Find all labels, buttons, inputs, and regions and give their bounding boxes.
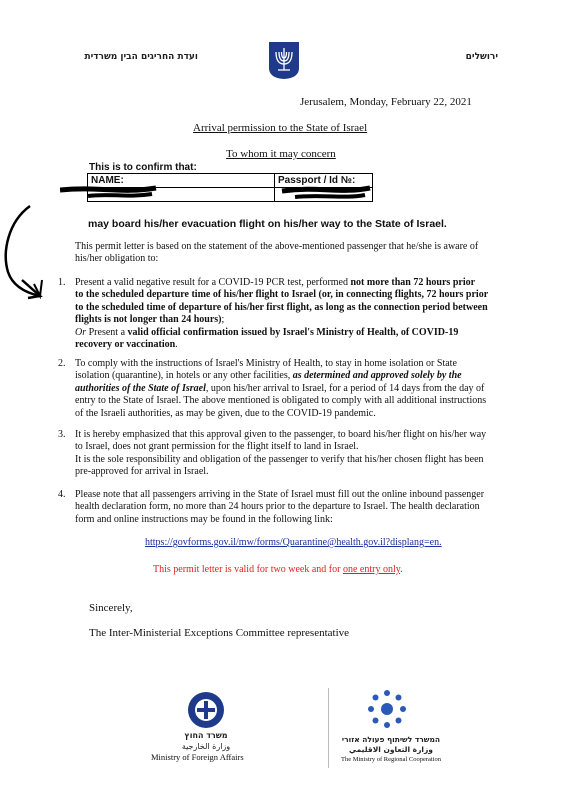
list-item-line — [75, 289, 488, 301]
list-item-line — [75, 277, 475, 289]
confirm-line: This is to confirm that: — [89, 162, 197, 173]
list-item-line — [75, 501, 480, 513]
validity-suffix: . — [400, 564, 403, 575]
handdrawn-arrow-icon — [0, 202, 50, 302]
quarantine-form-link[interactable]: https://govforms.gov.il/mw/forms/Quarantine@health.gov.il?displang=en. — [145, 537, 442, 548]
mfa-arabic-name: وزارة الخارجية — [181, 742, 231, 751]
text-segment: flights is not longer than 24 hours) — [75, 314, 222, 326]
mfa-hebrew-name: משרד החוץ — [184, 731, 228, 740]
intro-line-1: This permit letter is based on the statement of the above-mentioned passenger that he/she is aware of — [75, 241, 479, 252]
text-segment: authorities of the State of Israel — [75, 382, 206, 394]
footer-divider — [328, 688, 329, 768]
text-segment: It is hereby emphasized that this approval given to the passenger, to board his/her flight on his/her way — [75, 429, 487, 440]
redaction-scribble — [60, 176, 380, 206]
text-segment: Or — [75, 326, 87, 338]
text-segment: ; — [221, 314, 225, 326]
regional-cooperation-logo-icon — [366, 688, 408, 730]
text-segment: . — [175, 339, 178, 350]
text-segment: pre-approved for arrival in Israel. — [75, 466, 209, 478]
text-segment: isolation (quarantine), in hotels or any other facilities, — [75, 370, 293, 382]
text-segment: Please note that all passengers arriving in the State of Israel must fill out the online inbound passenger — [75, 489, 485, 500]
list-item-line — [75, 339, 178, 351]
list-item-number: 1. — [58, 277, 66, 288]
text-segment: not more than 72 hours prior — [350, 277, 476, 288]
date-line: Jerusalem, Monday, February 22, 2021 — [300, 96, 472, 108]
text-segment: to Israel, does not grant permission for the flight itself to land in Israel. — [75, 441, 359, 453]
list-item-line — [75, 358, 457, 370]
may-board-statement: may board his/her evacuation flight on his/her way to the State of Israel. — [88, 218, 447, 230]
validity-prefix: This permit letter is valid for two week and for — [153, 564, 343, 575]
mrc-arabic-name: وزارة التعاون الاقليمي — [349, 745, 433, 754]
header-right-hebrew: ירושלים — [465, 52, 498, 62]
list-item-line — [75, 489, 484, 501]
list-item-line — [75, 395, 486, 407]
closing-sincerely: Sincerely, — [89, 602, 133, 614]
text-segment: To comply with the instructions of Israel's Ministry of Health, to stay in home isolation or State — [75, 358, 457, 369]
to-whom-line: To whom it may concern — [226, 148, 336, 160]
text-segment: health declaration form, no more than 24 hours prior to the departure to Israel. The health declaration — [75, 501, 480, 513]
list-item-line — [75, 466, 209, 478]
list-item-line — [75, 370, 462, 382]
list-item-line — [75, 327, 458, 339]
text-segment: recovery or vaccination — [75, 339, 176, 350]
header-left-hebrew: ועדת החריגים הבין משרדית — [84, 52, 198, 62]
mrc-hebrew-name: המשרד לשיתוף פעולה אזורי — [341, 735, 441, 744]
text-segment: entry to the State of Israel. The above mentioned is obligated to comply with all additional instructions — [75, 395, 487, 407]
list-item-line — [75, 441, 359, 453]
text-segment: Present a valid negative result for a COVID-19 PCR test, performed — [75, 277, 351, 288]
mfa-english-name: Ministry of Foreign Affairs — [151, 752, 244, 762]
text-segment: , upon his/her arrival to Israel, for a period of 14 days from the day of — [205, 382, 485, 394]
text-segment: It is the sole responsibility and obligation of the passenger to verify that his/her chosen flight has been — [75, 453, 484, 465]
list-item-line — [75, 302, 488, 314]
state-emblem-icon — [267, 40, 301, 80]
text-segment: valid official confirmation issued by Israel's Ministry of Health, of COVID-19 — [127, 326, 459, 338]
list-item-line — [75, 429, 486, 441]
list-item-line — [75, 383, 484, 395]
intro-line-2: his/her obligation to: — [75, 253, 159, 264]
list-item-number: 3. — [58, 429, 66, 440]
text-segment: to the scheduled time of departure of his/her first flight, as long as the connection period between — [75, 301, 488, 313]
validity-note — [153, 564, 403, 576]
text-segment: of the Israeli authorities, as may be given, due to the COVID-19 pandemic. — [75, 407, 376, 419]
list-item-line — [75, 454, 484, 466]
letter-subject: Arrival permission to the State of Israel — [193, 122, 368, 134]
mfa-logo-icon — [186, 690, 226, 730]
text-segment: to the scheduled departure time of his/her flight to Israel (or, in connecting flights, 72 hours prior — [75, 289, 489, 301]
validity-one-entry: one entry only — [342, 564, 401, 575]
list-item-number: 2. — [58, 358, 66, 369]
name-label: NAME: — [88, 174, 275, 188]
list-item-number: 4. — [58, 489, 66, 500]
text-segment: Present a — [86, 326, 128, 338]
list-item-line — [75, 408, 376, 420]
list-item-line — [75, 314, 224, 326]
passport-label: Passport / Id №: — [275, 174, 373, 188]
list-item-line — [75, 514, 333, 526]
text-segment: as determined and approved solely by the — [292, 370, 462, 382]
mrc-english-name: The Ministry of Regional Cooperation — [340, 756, 441, 763]
text-segment: form and online instructions may be found in the following link: — [75, 513, 333, 525]
signature-line: The Inter-Ministerial Exceptions Committee representative — [89, 627, 350, 639]
